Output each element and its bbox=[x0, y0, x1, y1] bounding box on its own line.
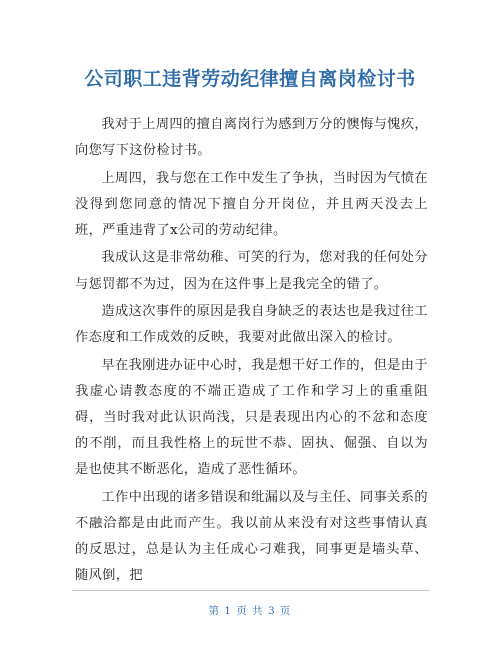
paragraph: 工作中出现的诸多错误和纰漏以及与主任、同事关系的不融洽都是由此而产生。我以前从来没有对这些事情认真的反思过，总是认为主任成心刁难我，同事更是墙头草、随风倒，把 bbox=[75, 489, 428, 584]
paragraph: 我成认这是非常幼稚、可笑的行为，您对我的任何处分与惩罚都不为过，因为在这件事上是我完全的错了。 bbox=[75, 250, 428, 292]
page-number-footer: 第 1 页 共 3 页 bbox=[208, 605, 292, 617]
paragraph: 造成这次事件的原因是我自身缺乏的表达也是我过往工作态度和工作成效的反映，我要对此做出深入的检讨。 bbox=[75, 304, 428, 346]
document-title: 公司职工违背劳动纪律擅自离岗检讨书 bbox=[84, 68, 416, 90]
document-body bbox=[75, 112, 428, 591]
footer-divider bbox=[72, 590, 430, 591]
paragraph: 上周四，我与您在工作中发生了争执，当时因为气愤在没得到您同意的情况下擅自分开岗位，并且两天没去上班，严重违背了x公司的劳动纪律。 bbox=[75, 170, 428, 238]
paragraph: 我对于上周四的擅自离岗行为感到万分的懊悔与愧疚，向您写下这份检讨书。 bbox=[75, 117, 428, 159]
paragraph: 早在我刚进办证中心时，我是想干好工作的，但是由于我虚心请教态度的不端正造成了工作和学习上的重重阻碍，当时我对此认识尚浅，只是表现出内心的不忿和态度的不削，而且我性格上的玩世不恭、固执、倔强、自以为是也使其不断恶化，造成了恶性循环。 bbox=[75, 357, 428, 478]
